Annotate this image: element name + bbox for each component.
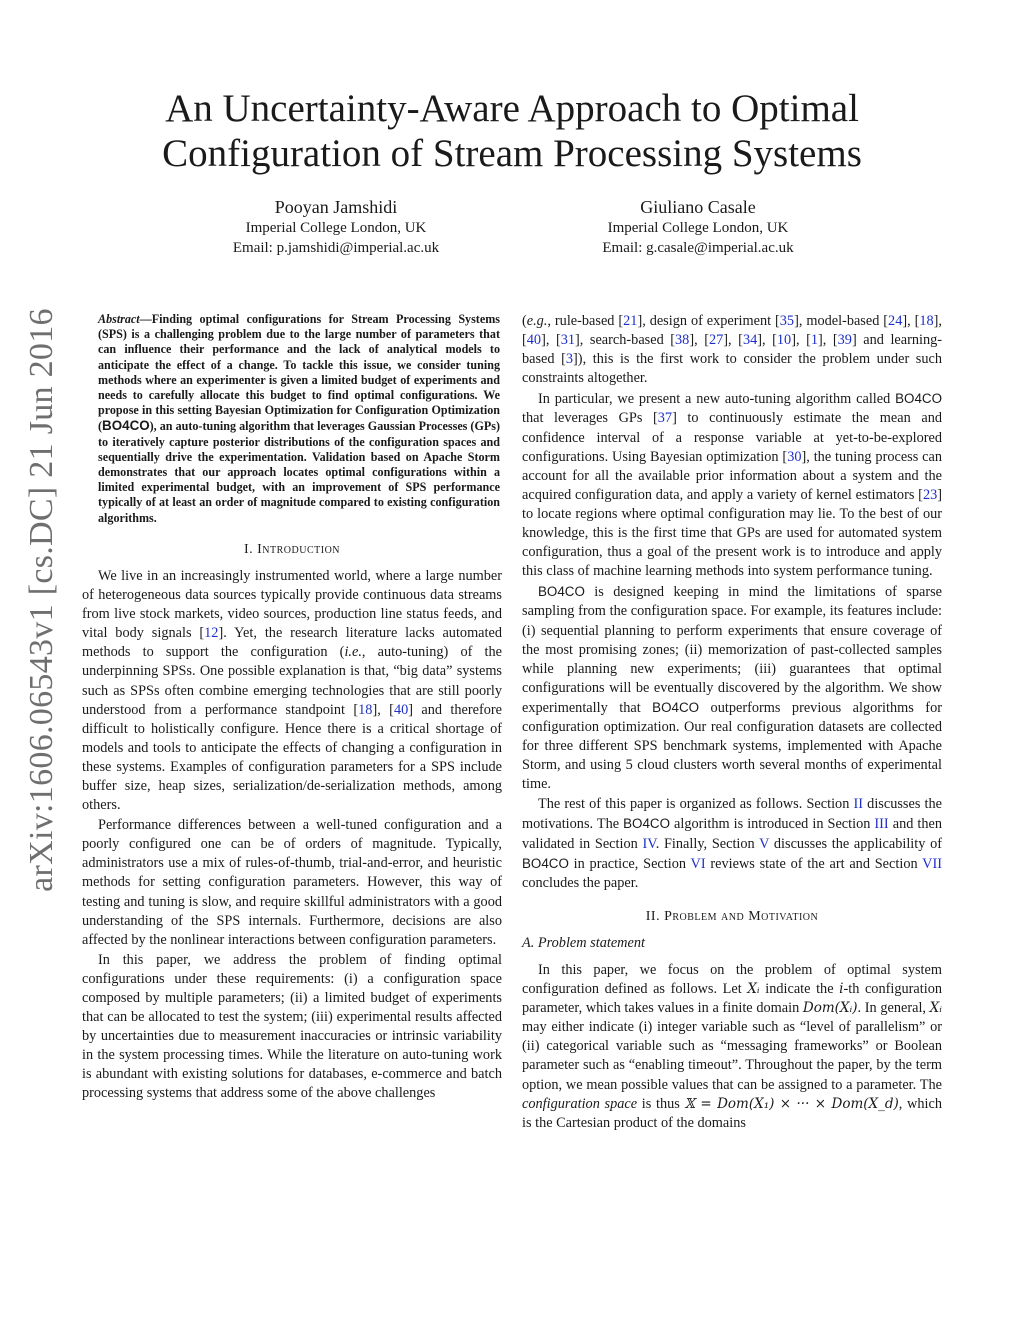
section-link[interactable]: VI (690, 855, 706, 872)
paragraph: BO4CO is designed keeping in mind the limitations of sparse sampling from the configuration space. For example, its features include: (i) sequential planning to perform experiments that ensure coverage of the most promising zones; (ii) memorization of past-collected samples while planning new experiments; (iii) guarantees that optimal configurations will be eventually discovered by the algorithm. We show experimentally that BO4CO outperforms previous algorithms for configuration optimization. Our real configuration datasets are collected for three different SPS benchmark systems, implemented with Apache Storm, and using 5 cloud clusters worth several months of experimental time. (522, 584, 942, 793)
author-affiliation: Imperial College London, UK (607, 220, 789, 236)
algorithm-name: BO4CO (538, 584, 585, 600)
citation-link[interactable]: 10 (776, 332, 792, 349)
citation-link[interactable]: 40 (393, 701, 409, 718)
left-column (82, 312, 502, 1105)
abstract-label: Abstract (98, 312, 140, 326)
section-heading-introduction: I. Introduction (243, 541, 341, 557)
author-block-2 (533, 196, 863, 258)
algorithm-name: BO4CO (895, 391, 942, 407)
author-block-1 (171, 196, 501, 258)
math: Dom(Xᵢ) (802, 1000, 858, 1017)
abstract (82, 312, 502, 526)
algorithm-name: BO4CO (623, 816, 670, 832)
citation-link[interactable]: 1 (810, 332, 818, 349)
citation-link[interactable]: 31 (560, 332, 576, 349)
citation-link[interactable]: 37 (657, 410, 673, 427)
algorithm-name: BO4CO (652, 699, 700, 715)
paragraph: In this paper, we focus on the problem of optimal system configuration defined as follows. Let Xᵢ indicate the i-th configuration parameter, which takes values in a finite domain Dom(Xᵢ). In general, Xᵢ may either indicate (i) integer variable such as “level of parallelism” or (ii) categorical variable such as “messaging frameworks” or Boolean parameter such as “enabling timeout”. Throughout the paper, by the term option, we mean possible values that can be assigned to a parameter. The configuration space is thus 𝕏 = Dom(X₁) × ··· × Dom(X_d), which is the Cartesian product of the domains (522, 962, 942, 1131)
algorithm-name: BO4CO (522, 855, 569, 871)
citation-link[interactable]: 30 (787, 448, 802, 465)
math: i (839, 981, 844, 998)
citation-link[interactable]: 12 (204, 625, 219, 642)
citation-link[interactable]: 38 (675, 332, 690, 349)
citation-link[interactable]: 39 (837, 332, 852, 349)
abstract-text: Finding optimal configurations for Stream Processing Systems (SPS) is a challenging problem due to the large number of parameters that can influence their performance and the lack of analytical models to anticipate the effect of a change. To tackle this issue, we consider tuning methods where an experimenter is given a limited budget of experiments and needs to carefully allocate this budget to find optimal configurations. We propose in this setting Bayesian Optimization for Configuration Optimization ( (98, 312, 500, 434)
section-heading-problem: II. Problem and Motivation (645, 908, 819, 924)
paragraph: In particular, we present a new auto-tuning algorithm called BO4CO that leverages GPs [37] to continuously estimate the mean and confidence interval of a response variable at yet-to-be-explored configurations. Using Bayesian optimization [30], the tuning process can account for all the available prior information about a system and the acquired configuration data, and apply a variety of kernel estimators [23] to locate regions where optimal configuration may lie. To the best of our knowledge, this is the first time that GPs are used for automated system configuration, thus a goal of the present work is to introduce and apply this class of machine learning methods into system performance tuning. (522, 391, 943, 580)
math: Xᵢ (929, 1000, 942, 1017)
abstract-text: ), an auto-tuning algorithm that leverages Gaussian Processes (GPs) to iteratively capture posterior distributions of the configuration spaces and sequentially drive the experimentation. Validation based on Apache Storm demonstrates that our approach locates optimal configurations within a limited experimental budget, with an improvement of SPS performance typically of at least an order of magnitude compared to existing configuration algorithms. (98, 419, 500, 525)
title-line-2: Configuration of Stream Processing Systems (162, 132, 862, 175)
arxiv-margin-identifier: arXiv:1606.06543v1 [cs.DC] 21 Jun 2016 (23, 308, 60, 892)
subsection-heading: A. Problem statement (522, 934, 645, 951)
author-email: Email: p.jamshidi@imperial.ac.uk (232, 240, 440, 256)
citation-link[interactable]: 18 (919, 313, 934, 329)
citation-link[interactable]: 24 (888, 313, 903, 329)
math: 𝕏 = Dom(X₁) × ··· × Dom(X_d) (684, 1095, 899, 1112)
section-link[interactable]: IV (642, 835, 656, 852)
author-name: Pooyan Jamshidi (274, 197, 398, 217)
section-link[interactable]: VII (922, 855, 942, 872)
paper-title (82, 86, 942, 176)
algorithm-name: BO4CO (102, 418, 150, 434)
paragraph: Performance differences between a well-tuned configuration and a poorly configured one can be of orders of magnitude. Typically, administrators use a mix of rules-of-thumb, trial-and-error, and heuristic methods for setting configuration parameters. However, this way of testing and tuning is slow, and require skillful administrators with a good understanding of the SPS internals. Furthermore, decisions are also affected by the nonlinear interactions between configuration parameters. (82, 817, 502, 948)
author-name: Giuliano Casale (640, 197, 756, 217)
author-affiliation: Imperial College London, UK (245, 220, 427, 236)
math: Xᵢ (747, 981, 760, 998)
citation-link[interactable]: 21 (623, 313, 638, 329)
citation-link[interactable]: 3 (565, 351, 574, 368)
paragraph: (e.g., rule-based [21], design of experiment [35], model-based [24], [18], [40], [31], search-based [38], [27], [34], [10], [1], [39] and learning-based [3]), this is the first work to consider the problem under such constraints altogether. (522, 313, 943, 387)
citation-link[interactable]: 40 (526, 332, 542, 349)
section-link[interactable]: III (874, 816, 889, 833)
title-line-1: An Uncertainty-Aware Approach to Optimal (165, 87, 859, 130)
paragraph: We live in an increasingly instrumented world, where a large number of heterogeneous data sources typically provide continuous data streams from live stock markets, video sources, production line status feeds, and vital body signals [12]. Yet, the research literature lacks automated methods to support the configuration (i.e., auto-tuning) of the underpinning SPSs. One possible explanation is that, “big data” systems such as SPSs often combine emerging technologies that are still poorly understood from a performance standpoint [18], [40] and therefore difficult to holistically configure. Hence there is a critical shortage of models and tools to anticipate the effects of changing a configuration in these systems. Examples of configuration parameters for a SPS include buffer size, heap sizes, serialization/de-serialization methods, among others. (82, 567, 502, 814)
citation-link[interactable]: 27 (708, 332, 724, 349)
section-link[interactable]: II (853, 796, 864, 813)
paragraph: In this paper, we address the problem of finding optimal configurations under these requirements: (i) a configuration space composed by multiple parameters; (ii) a limited budget of experiments that can be allocated to test the system; (iii) experimental results affected by uncertainties due to measurement inaccuracies or intrinsic variability in the system processing times. While the literature on auto-tuning work is abundant with existing solutions for databases, e-commerce and batch processing systems that address some of the above challenges (82, 951, 502, 1102)
citation-link[interactable]: 18 (358, 701, 373, 718)
citation-link[interactable]: 23 (922, 486, 938, 503)
section-link[interactable]: V (759, 835, 770, 852)
abstract-dash: — (139, 312, 152, 326)
right-column (522, 312, 942, 1134)
paragraph: The rest of this paper is organized as follows. Section II discusses the motivations. The BO4CO algorithm is introduced in Section III and then validated in Section IV. Finally, Section V discusses the applicability of BO4CO in practice, Section VI reviews state of the art and Section VII concludes the paper. (522, 796, 943, 891)
author-email: Email: g.casale@imperial.ac.uk (602, 240, 794, 256)
citation-link[interactable]: 35 (779, 313, 795, 329)
citation-link[interactable]: 34 (742, 332, 758, 349)
